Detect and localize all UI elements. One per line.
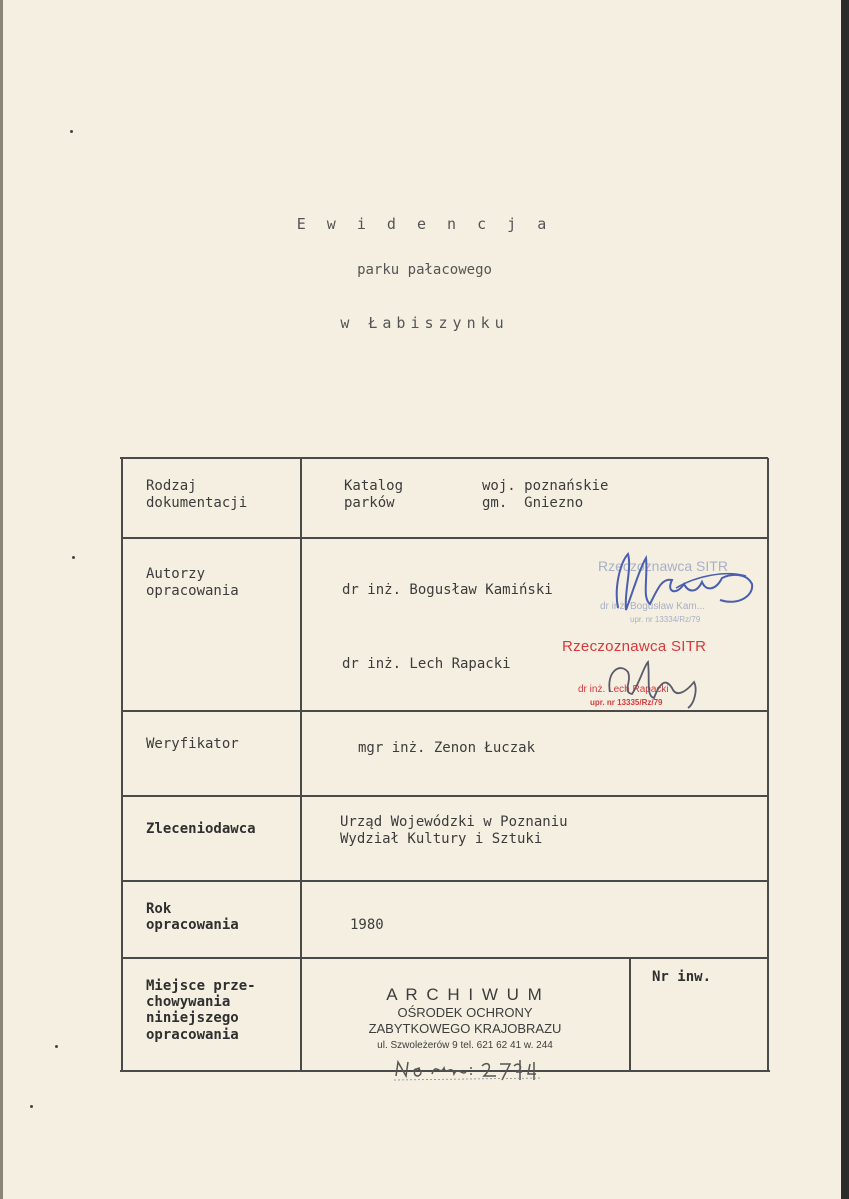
region-value: gm. Gniezno — [482, 495, 584, 511]
column-divider — [300, 458, 302, 1072]
row-label-doc-type: dokumentacji — [146, 495, 248, 511]
row-divider — [122, 957, 768, 959]
document-location: w Łabiszynku — [340, 314, 509, 332]
row-label-location: Miejsce prze- — [146, 978, 256, 994]
expert-stamp-faint: upr. nr 13334/Rz/79 — [630, 615, 701, 624]
archive-stamp: ZABYTKOWEGO KRAJOBRAZU — [368, 1021, 562, 1036]
client-value: Urząd Wojewódzki w Poznaniu — [340, 814, 568, 830]
expert-stamp-red: Rzeczoznawca SITR — [562, 638, 707, 655]
row-label-year: opracowania — [146, 917, 239, 933]
expert-stamp-red: upr. nr 13335/Rz/79 — [590, 698, 663, 707]
archive-stamp: A R C H I W U M — [386, 985, 544, 1004]
row-label-authors: Autorzy — [146, 566, 206, 582]
row-label-verifier: Weryfikator — [146, 736, 239, 752]
row-label-authors: opracowania — [146, 583, 239, 599]
column-divider-inventory — [629, 957, 631, 1071]
paper-speck — [70, 130, 73, 133]
doc-type-value: Katalog — [344, 478, 404, 494]
document-title: E w i d e n c j a — [296, 215, 553, 233]
author-name: dr inż. Lech Rapacki — [342, 656, 511, 672]
archive-stamp: ul. Szwoleżerów 9 tel. 621 62 41 w. 244 — [377, 1040, 553, 1051]
document-subtitle: parku pałacowego — [357, 262, 492, 278]
region-value: woj. poznańskie — [482, 478, 609, 494]
signature-1-image — [606, 548, 756, 618]
doc-type-value: parków — [344, 495, 395, 511]
paper-speck — [72, 556, 75, 559]
table-border-top — [120, 457, 768, 459]
row-label-location: niniejszego — [146, 1010, 239, 1026]
signature-2-image — [602, 652, 712, 712]
row-divider — [122, 795, 768, 797]
row-label-location: chowywania — [146, 994, 231, 1010]
expert-stamp-faint: Rzeczoznawca SITR — [598, 558, 728, 574]
row-label-doc-type: Rodzaj — [146, 478, 197, 494]
row-label-year: Rok — [146, 901, 172, 917]
expert-stamp-faint: dr inż. Bogusław Kam... — [600, 601, 706, 612]
handwritten-inventory-number-image — [392, 1054, 552, 1084]
paper-speck — [30, 1105, 33, 1108]
inventory-number-label: Nr inw. — [652, 969, 712, 985]
page-edge-right — [841, 0, 849, 1199]
client-value: Wydział Kultury i Sztuki — [340, 831, 543, 847]
expert-stamp-red: dr inż. Lech Rapacki — [578, 684, 669, 695]
row-label-client: Zleceniodawca — [146, 821, 256, 837]
page-edge-left — [0, 0, 3, 1199]
row-label-location: opracowania — [146, 1027, 239, 1043]
verifier-name: mgr inż. Zenon Łuczak — [358, 740, 536, 756]
year-value: 1980 — [350, 917, 384, 933]
table-border-right — [767, 458, 769, 1072]
row-divider — [122, 537, 768, 539]
archive-stamp: OŚRODEK OCHRONY — [397, 1005, 533, 1020]
author-name: dr inż. Bogusław Kamiński — [342, 582, 553, 598]
row-divider — [122, 880, 768, 882]
table-border-left — [121, 457, 123, 1072]
paper-speck — [55, 1045, 58, 1048]
